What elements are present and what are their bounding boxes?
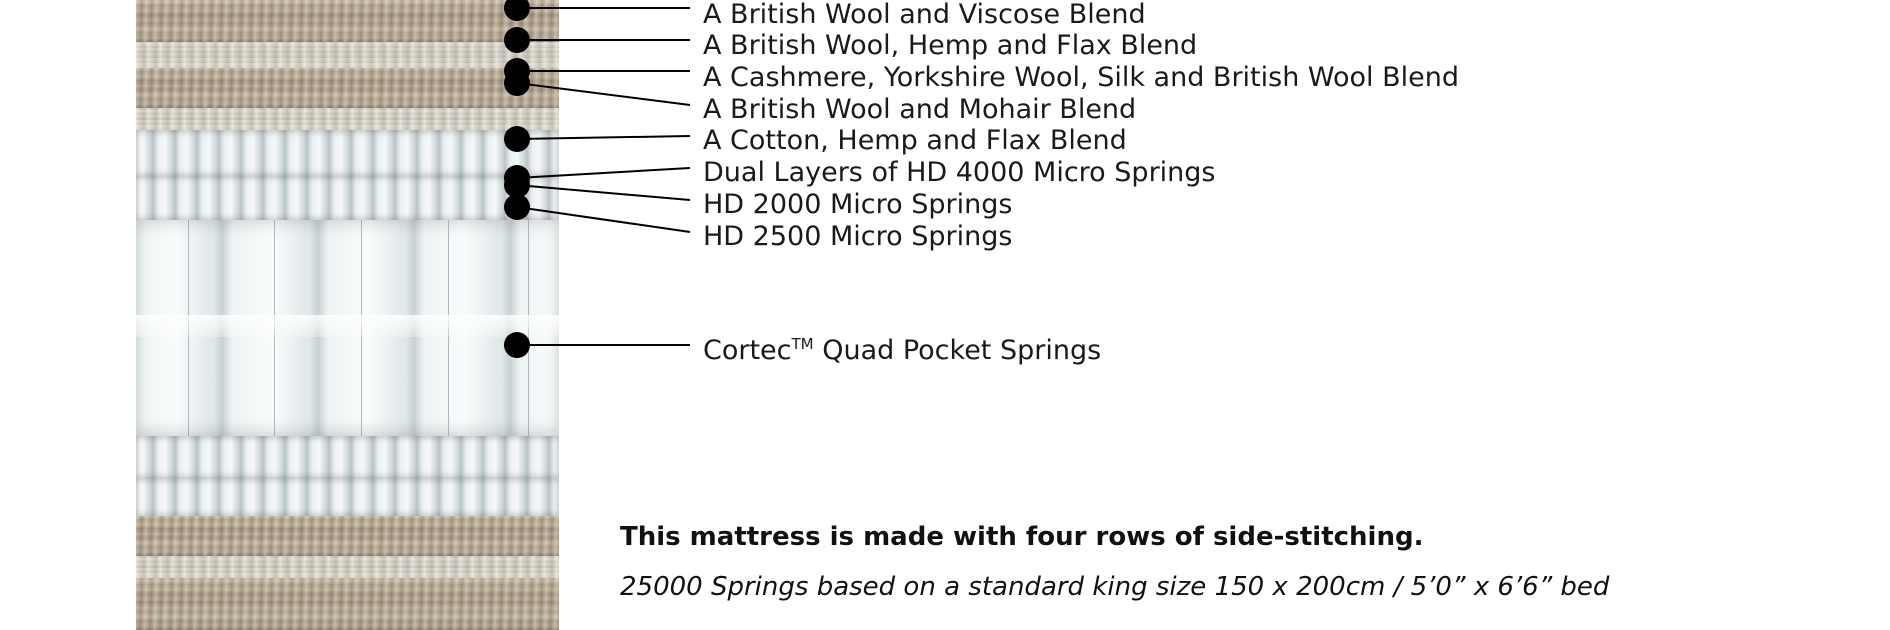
callout-dot-hd2500 [504,194,530,220]
callout-label-wool-mohair: A British Wool and Mohair Blend [703,94,1137,125]
callout-label-wool-hemp-flax: A British Wool, Hemp and Flax Blend [703,30,1198,61]
callout-label-cashmere-blend: A Cashmere, Yorkshire Wool, Silk and British Wool Blend [703,62,1460,93]
trademark-symbol: TM [791,335,814,353]
footnote-side-stitching: This mattress is made with four rows of side-stitching. [620,522,1424,552]
callout-dot-wool-mohair [504,70,530,96]
callout-label-hd4000-dual: Dual Layers of HD 4000 Micro Springs [703,157,1216,188]
mattress-cutaway-photo [136,0,559,630]
callout-dot-cotton-hemp-flax [504,126,530,152]
callout-label-cortec-quad [703,329,1101,366]
callout-label-hd2000: HD 2000 Micro Springs [703,189,1013,220]
callout-dot-wool-hemp-flax [504,27,530,53]
callout-label-hd2500: HD 2500 Micro Springs [703,221,1013,252]
callout-label-cotton-hemp-flax: A Cotton, Hemp and Flax Blend [703,125,1127,156]
callout-dot-cortec-quad [504,332,530,358]
callout-label-cortec-quad-tail: Quad Pocket Springs [813,335,1102,366]
footnote-spring-count: 25000 Springs based on a standard king size 150 x 200cm / 5’0” x 6’6” bed [620,572,1610,602]
callout-label-wool-viscose: A British Wool and Viscose Blend [703,0,1146,30]
callout-label-cortec-quad-text: Cortec [703,335,792,366]
